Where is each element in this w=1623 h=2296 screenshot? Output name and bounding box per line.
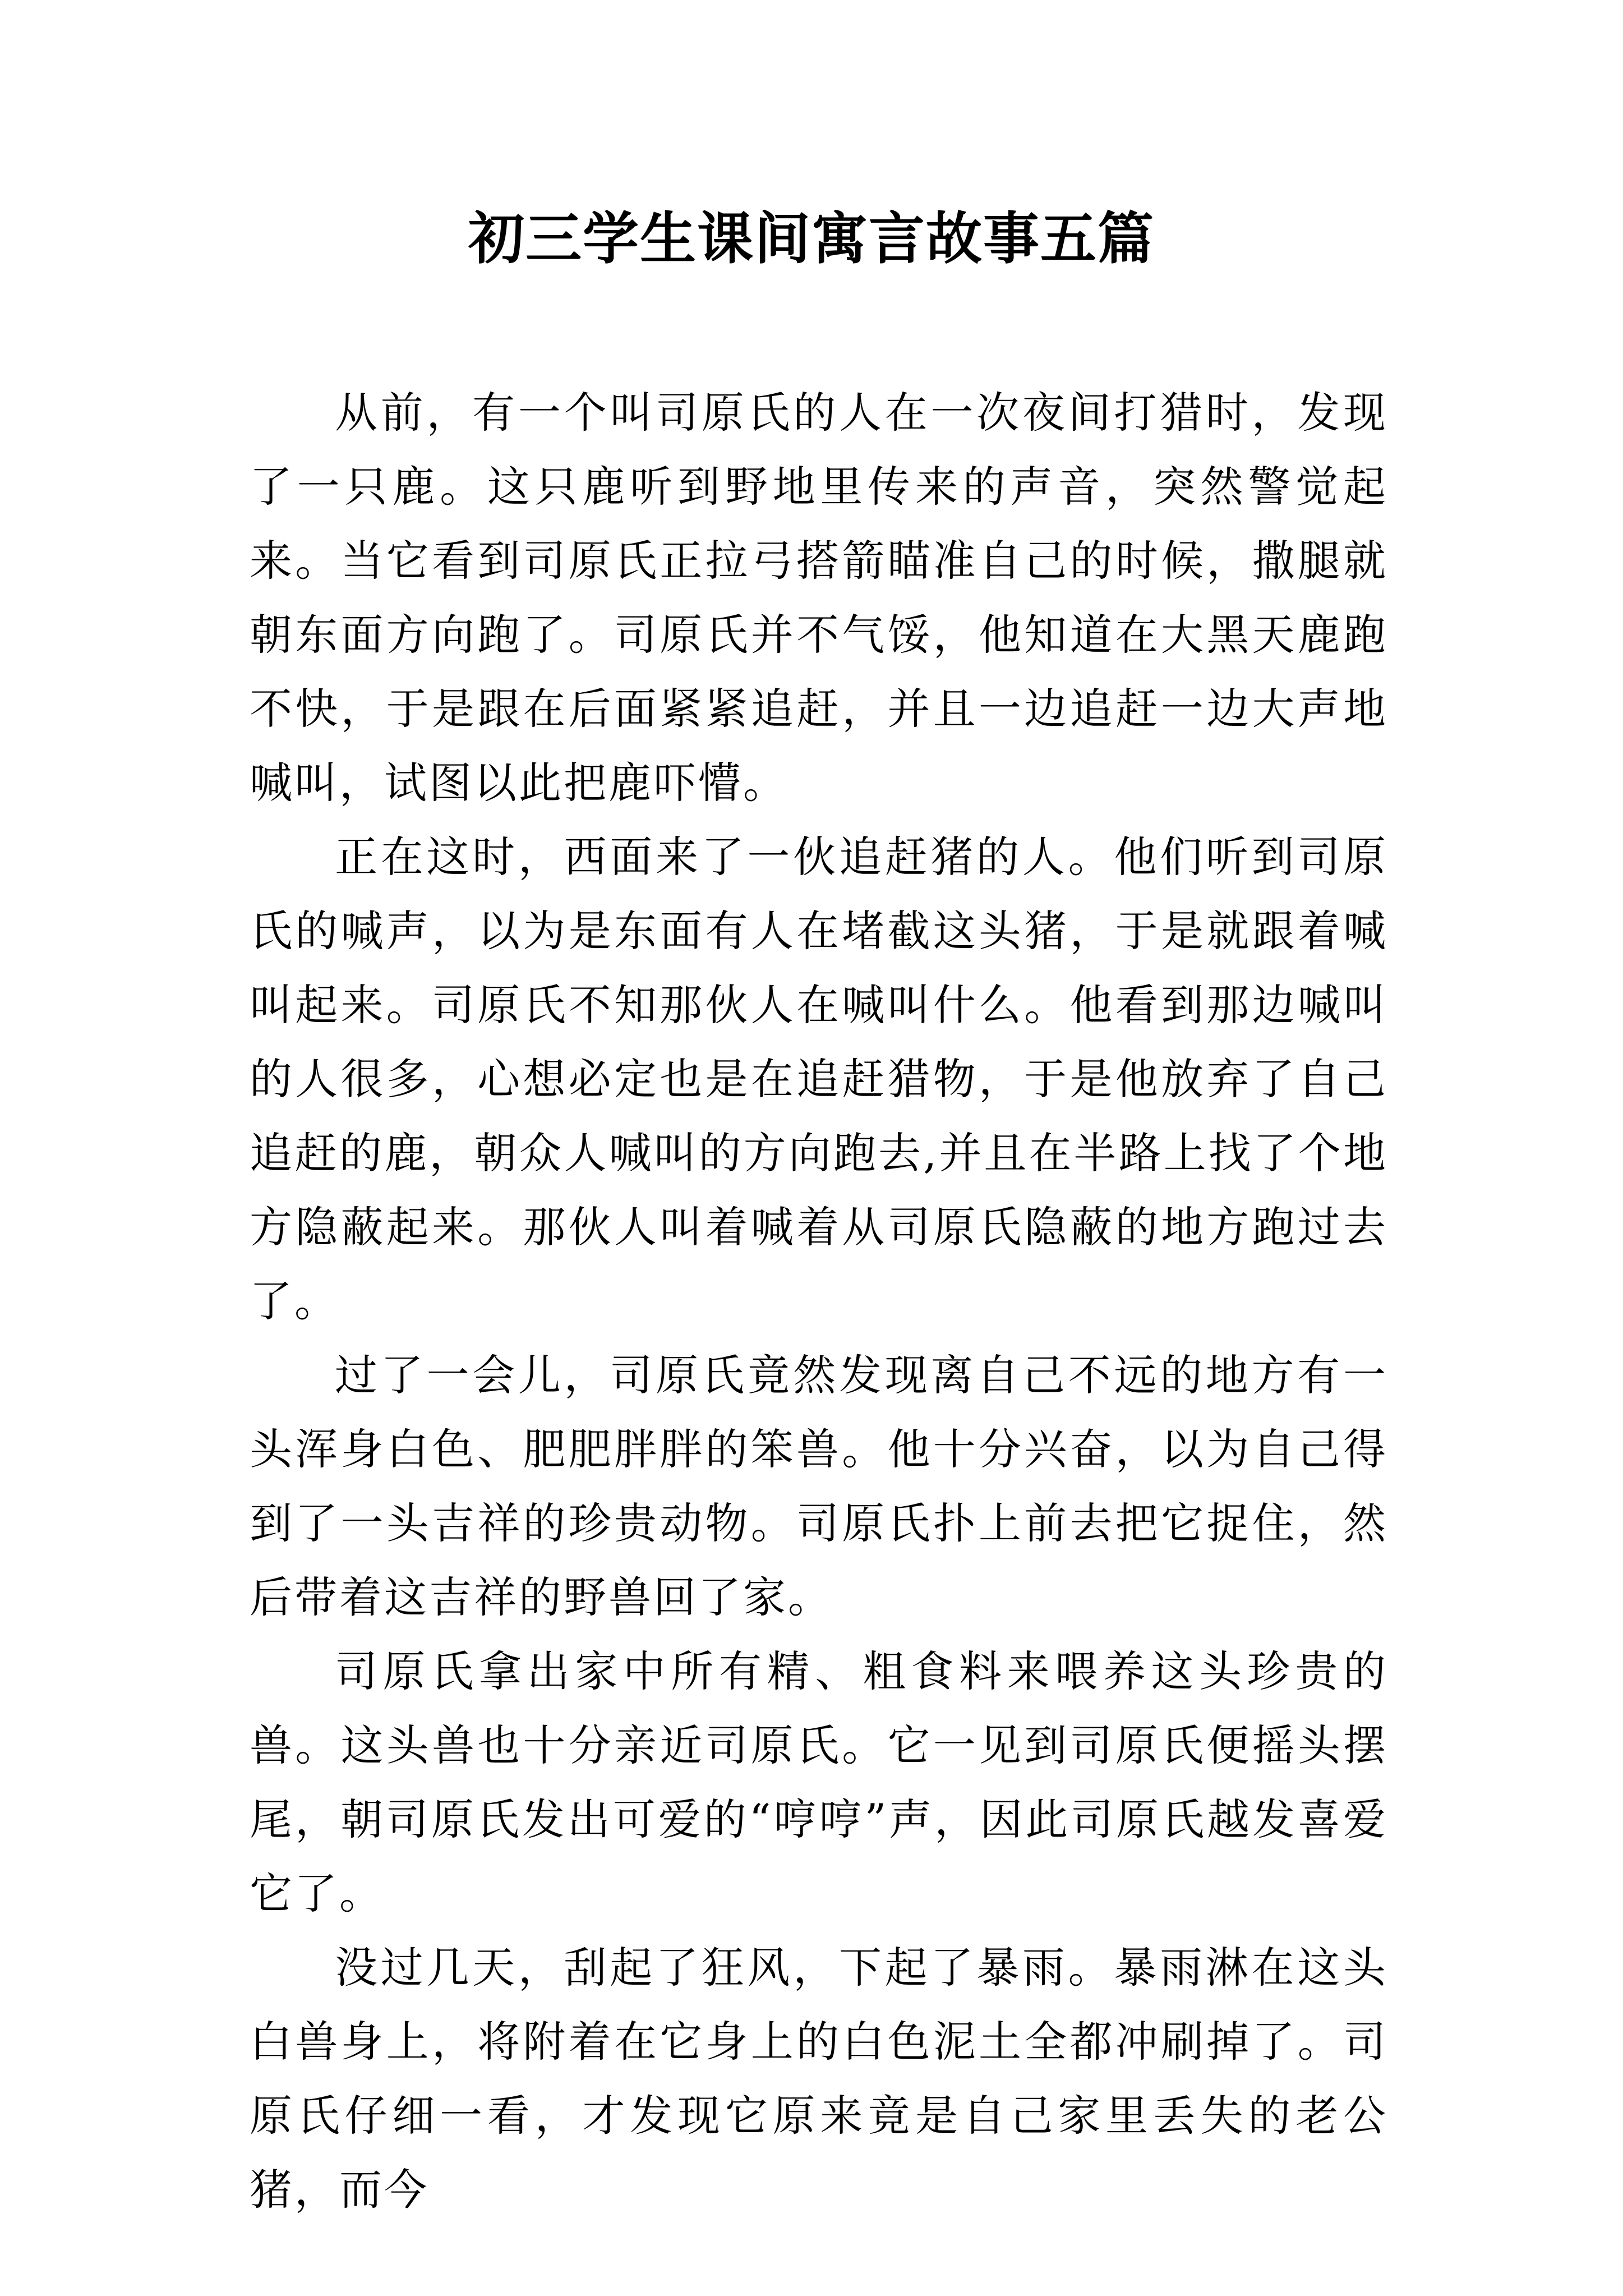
paragraph-1: 从前，有一个叫司原氏的人在一次夜间打猎时，发现了一只鹿。这只鹿听到野地里传来的声音，突然警觉起来。当它看到司原氏正拉弓搭箭瞄准自己的时候，撒腿就朝东面方向跑了。司原氏并不气馁，他知道在大黑天鹿跑不快，于是跟在后面紧紧追赶，并且一边追赶一边大声地喊叫，试图以此把鹿吓懵。 xyxy=(250,388,1388,808)
paragraph-3: 过了一会儿，司原氏竟然发现离自己不远的地方有一头浑身白色、肥肥胖胖的笨兽。他十分兴奋，以为自己得到了一头吉祥的珍贵动物。司原氏扑上前去把它捉住，然后带着这吉祥的野兽回了家。 xyxy=(250,1350,1388,1622)
document-body xyxy=(250,376,1388,2227)
paragraph-5: 没过几天，刮起了狂风，下起了暴雨。暴雨淋在这头白兽身上，将附着在它身上的白色泥土全都冲刷掉了。司原氏仔细一看，才发现它原来竟是自己家里丢失的老公猪，而今 xyxy=(250,1943,1388,2215)
paragraph-4: 司原氏拿出家中所有精、粗食料来喂养这头珍贵的兽。这头兽也十分亲近司原氏。它一见到司原氏便摇头摆尾，朝司原氏发出可爱的“哼哼”声，因此司原氏越发喜爱它了。 xyxy=(250,1646,1388,1918)
paragraph-2: 正在这时，西面来了一伙追赶猪的人。他们听到司原氏的喊声，以为是东面有人在堵截这头猪，于是就跟着喊叫起来。司原氏不知那伙人在喊叫什么。他看到那边喊叫的人很多，心想必定也是在追赶猎物，于是他放弃了自己追赶的鹿，朝众人喊叫的方向跑去,并且在半路上找了个地方隐蔽起来。那伙人叫着喊着从司原氏隐蔽的地方跑过去了。 xyxy=(250,832,1388,1326)
document-title: 初三学生课间寓言故事五篇 xyxy=(468,205,1155,272)
